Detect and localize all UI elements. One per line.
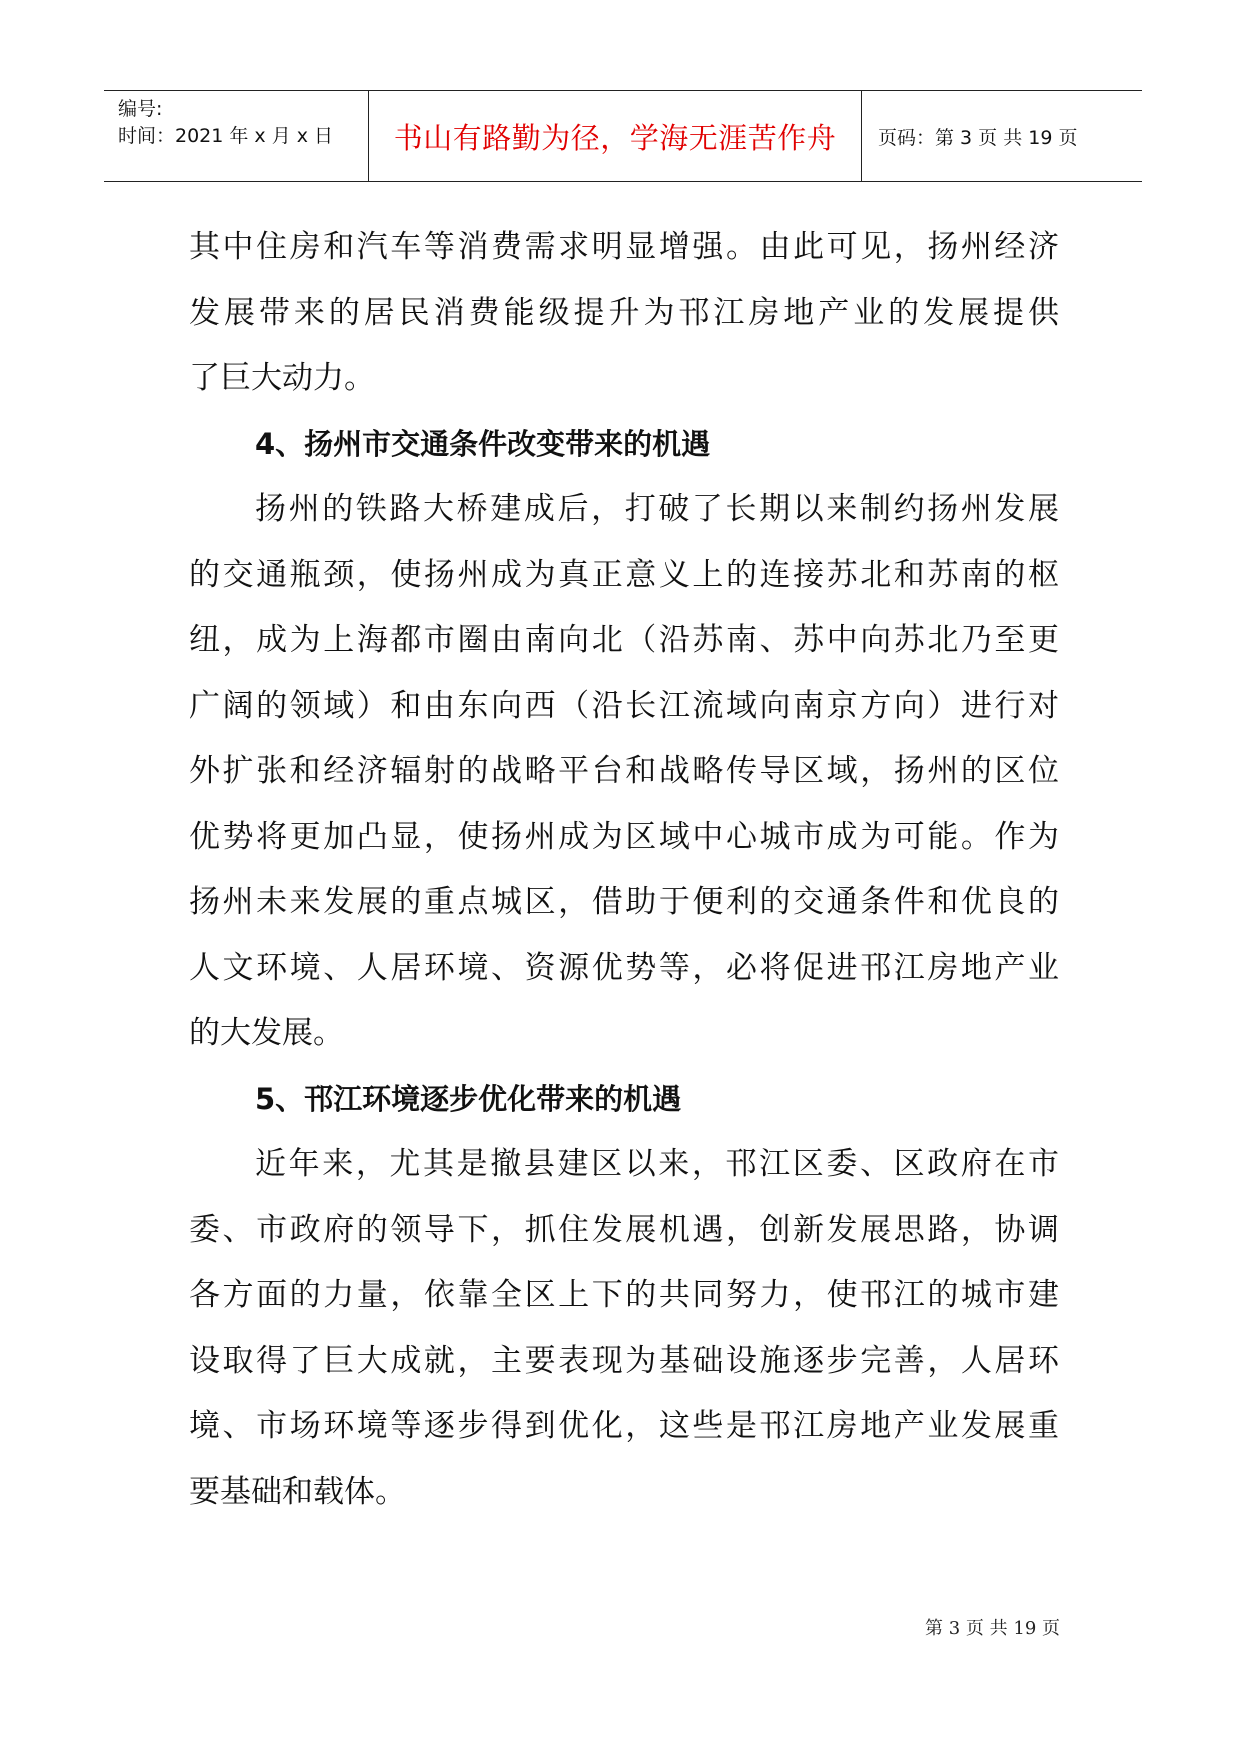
header-divider — [861, 91, 862, 181]
paragraph-line: 其中住房和汽车等消费需求明显增强。由此可见，扬州经济 — [189, 229, 1059, 265]
paragraph-line: 外扩张和经济辐射的战略平台和战略传导区域，扬州的区位 — [189, 753, 1059, 789]
paragraph-line: 纽，成为上海都市圈由南向北（沿苏南、苏中向苏北乃至更 — [189, 622, 1059, 658]
paragraph-line: 扬州未来发展的重点城区，借助于便利的交通条件和优良的 — [189, 884, 1059, 920]
header-divider — [368, 91, 369, 181]
paragraph-line: 扬州的铁路大桥建成后，打破了长期以来制约扬州发展 — [255, 491, 1059, 527]
paragraph-line: 设取得了巨大成就，主要表现为基础设施逐步完善，人居环 — [189, 1342, 1059, 1379]
paragraph-line: 各方面的力量，依靠全区上下的共同努力，使邗江的城市建 — [189, 1277, 1059, 1313]
paragraph-line: 委、市政府的领导下，抓住发展机遇，创新发展思路，协调 — [189, 1211, 1059, 1248]
paragraph-line: 发展带来的居民消费能级提升为邗江房地产业的发展提供 — [189, 294, 1059, 331]
header-meta — [104, 91, 368, 181]
header-page-code: 页码：第 3 页 共 19 页 — [878, 126, 1078, 149]
header-motto: 书山有路勤为径，学海无涯苦作舟 — [393, 120, 837, 155]
paragraph-line: 了巨大动力。 — [189, 360, 375, 396]
document-body — [189, 215, 1059, 1525]
document-number-label: 编号: — [118, 98, 163, 120]
page-footer: 第 3 页 共 19 页 — [925, 1618, 1060, 1639]
document-time-label: 时间：2021 年 x 月 x 日 — [118, 125, 334, 147]
section-heading: 4、扬州市交通条件改变带来的机遇 — [255, 426, 711, 461]
paragraph-line: 境、市场环境等逐步得到优化，这些是邗江房地产业发展重 — [189, 1408, 1059, 1444]
paragraph-line: 优势将更加凸显，使扬州成为区域中心城市成为可能。作为 — [189, 818, 1059, 855]
paragraph-line: 近年来，尤其是撤县建区以来，邗江区委、区政府在市 — [255, 1146, 1059, 1182]
paragraph-line: 的大发展。 — [189, 1015, 344, 1051]
paragraph-line: 广阔的领域）和由东向西（沿长江流域向南京方向）进行对 — [189, 687, 1059, 724]
section-heading: 5、邗江环境逐步优化带来的机遇 — [255, 1081, 682, 1116]
paragraph-line: 人文环境、人居环境、资源优势等，必将促进邗江房地产业 — [189, 949, 1059, 986]
paragraph-line: 要基础和载体。 — [189, 1473, 406, 1510]
document-header — [104, 90, 1142, 182]
paragraph-line: 的交通瓶颈，使扬州成为真正意义上的连接苏北和苏南的枢 — [189, 556, 1059, 593]
